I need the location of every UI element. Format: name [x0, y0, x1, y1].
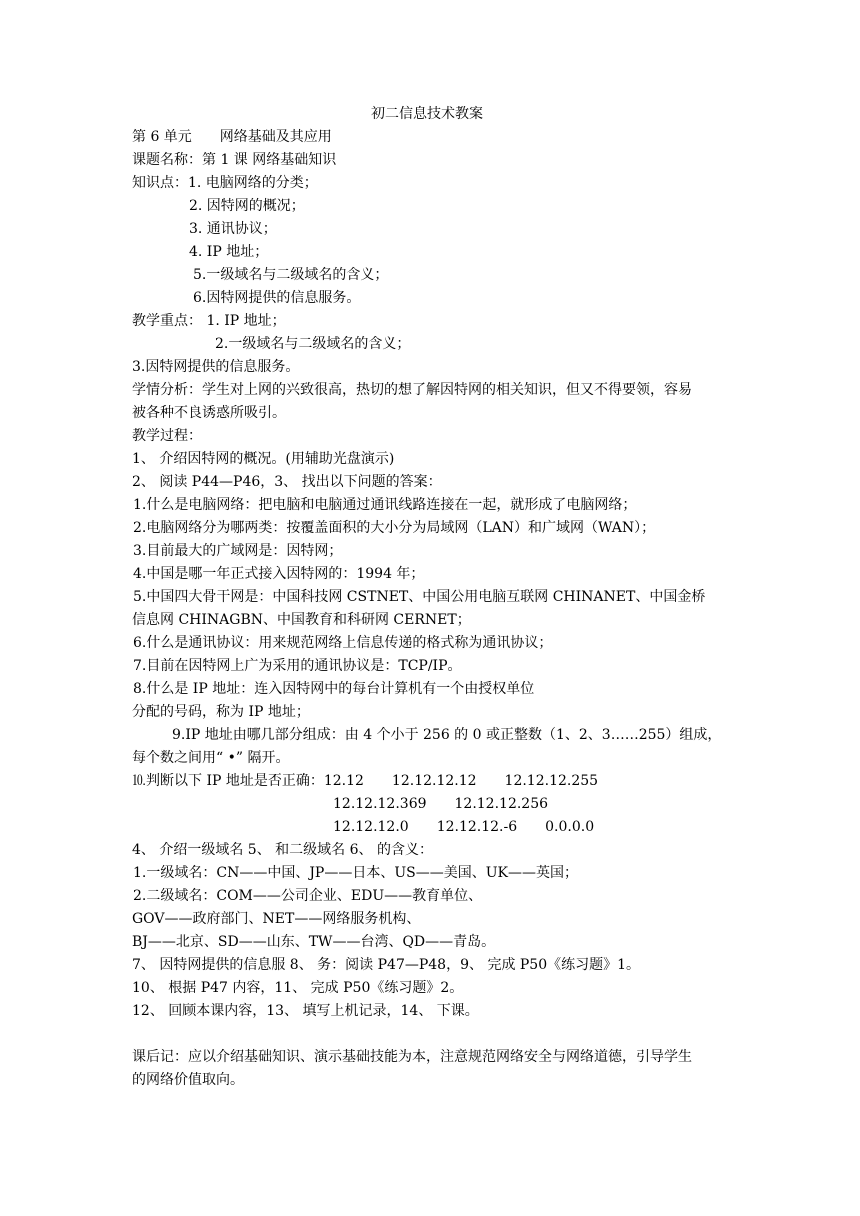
- domain-item: 2.二级域名：COM——公司企业、EDU——教育单位、: [133, 888, 483, 904]
- lesson-topic: 课题名称：第 1 课 网络基础知识: [132, 152, 337, 168]
- process-step: 12、 回顾本课内容，13、 填写上机记录，14、 下课。: [132, 1003, 479, 1019]
- key-point-item: 2.一级域名与二级域名的含义；: [215, 336, 411, 352]
- key-point-item: 3.因特网提供的信息服务。: [132, 359, 300, 375]
- ip-example-line: 12.12.12.0 12.12.12.-6 0.0.0.0: [333, 819, 595, 835]
- knowledge-point-item: 4. IP 地址；: [189, 244, 269, 260]
- process-step: 4、 介绍一级域名 5、 和二级域名 6、 的含义：: [132, 842, 433, 858]
- process-step: 2、 阅读 P44—P46，3、 找出以下问题的答案：: [132, 474, 442, 490]
- process-step: 1、 介绍因特网的概况。(用辅助光盘演示): [132, 451, 395, 467]
- domain-item: 1.一级域名：CN——中国、JP——日本、US——美国、UK——英国；: [133, 865, 578, 881]
- document-title: 初二信息技术教案: [371, 106, 483, 122]
- question-item: ⒑判断以下 IP 地址是否正确：12.12 12.12.12.12 12.12.12.255: [132, 773, 599, 789]
- process-heading: 教学过程：: [132, 428, 202, 444]
- knowledge-point-item: 2. 因特网的概况；: [189, 198, 305, 214]
- question-item: 3.目前最大的广域网是：因特网；: [133, 543, 343, 559]
- knowledge-point-item: 3. 通讯协议；: [189, 221, 277, 237]
- question-item: 8.什么是 IP 地址：连入因特网中的每台计算机有一个由授权单位: [133, 681, 535, 697]
- analysis-line: 学情分析：学生对上网的兴致很高，热切的想了解因特网的相关知识，但又不得要领，容易: [132, 382, 692, 398]
- ip-example-line: 12.12.12.369 12.12.12.256: [333, 796, 549, 812]
- question-item: 9.IP 地址由哪几部分组成：由 4 个小于 256 的 0 或正整数（1、2、3……255）组成，: [172, 727, 722, 743]
- domain-item: BJ——北京、SD——山东、TW——台湾、QD——青岛。: [132, 934, 496, 950]
- knowledge-points-line: 知识点：1. 电脑网络的分类；: [132, 175, 318, 191]
- question-item: 4.中国是哪一年正式接入因特网的：1994 年；: [133, 566, 425, 582]
- afterword-line: 的网络价值取向。: [132, 1072, 244, 1088]
- process-step: 7、 因特网提供的信息服 8、 务：阅读 P47—P48，9、 完成 P50《练习题》1。: [132, 957, 641, 973]
- question-item: 每个数之间用“ •” 隔开。: [132, 750, 290, 766]
- key-points-line: 教学重点： 1. IP 地址；: [132, 313, 286, 329]
- question-item: 2.电脑网络分为哪两类：按覆盖面积的大小分为局域网（LAN）和广域网（WAN）；: [133, 520, 656, 536]
- knowledge-point-item: 5.一级域名与二级域名的含义；: [193, 267, 389, 283]
- analysis-line: 被各种不良诱惑所吸引。: [132, 405, 286, 421]
- question-item: 6.什么是通讯协议：用来规范网络上信息传递的格式称为通讯协议；: [133, 635, 553, 651]
- question-item: 分配的号码，称为 IP 地址；: [132, 704, 310, 720]
- question-item: 信息网 CHINAGBN、中国教育和科研网 CERNET；: [132, 612, 471, 628]
- question-item: 7.目前在因特网上广为采用的通讯协议是：TCP/IP。: [133, 658, 462, 674]
- unit-line: 第 6 单元 网络基础及其应用: [132, 129, 332, 145]
- afterword-line: 课后记：应以介绍基础知识、演示基础技能为本，注意规范网络安全与网络道德，引导学生: [132, 1049, 692, 1065]
- process-step: 10、 根据 P47 内容，11、 完成 P50《练习题》2。: [132, 980, 464, 996]
- question-item: 1.什么是电脑网络：把电脑和电脑通过通讯线路连接在一起，就形成了电脑网络；: [133, 497, 637, 513]
- domain-item: GOV——政府部门、NET——网络服务机构、: [132, 911, 421, 927]
- knowledge-point-item: 6.因特网提供的信息服务。: [193, 290, 361, 306]
- question-item: 5.中国四大骨干网是：中国科技网 CSTNET、中国公用电脑互联网 CHINANET、中国金桥: [133, 589, 706, 605]
